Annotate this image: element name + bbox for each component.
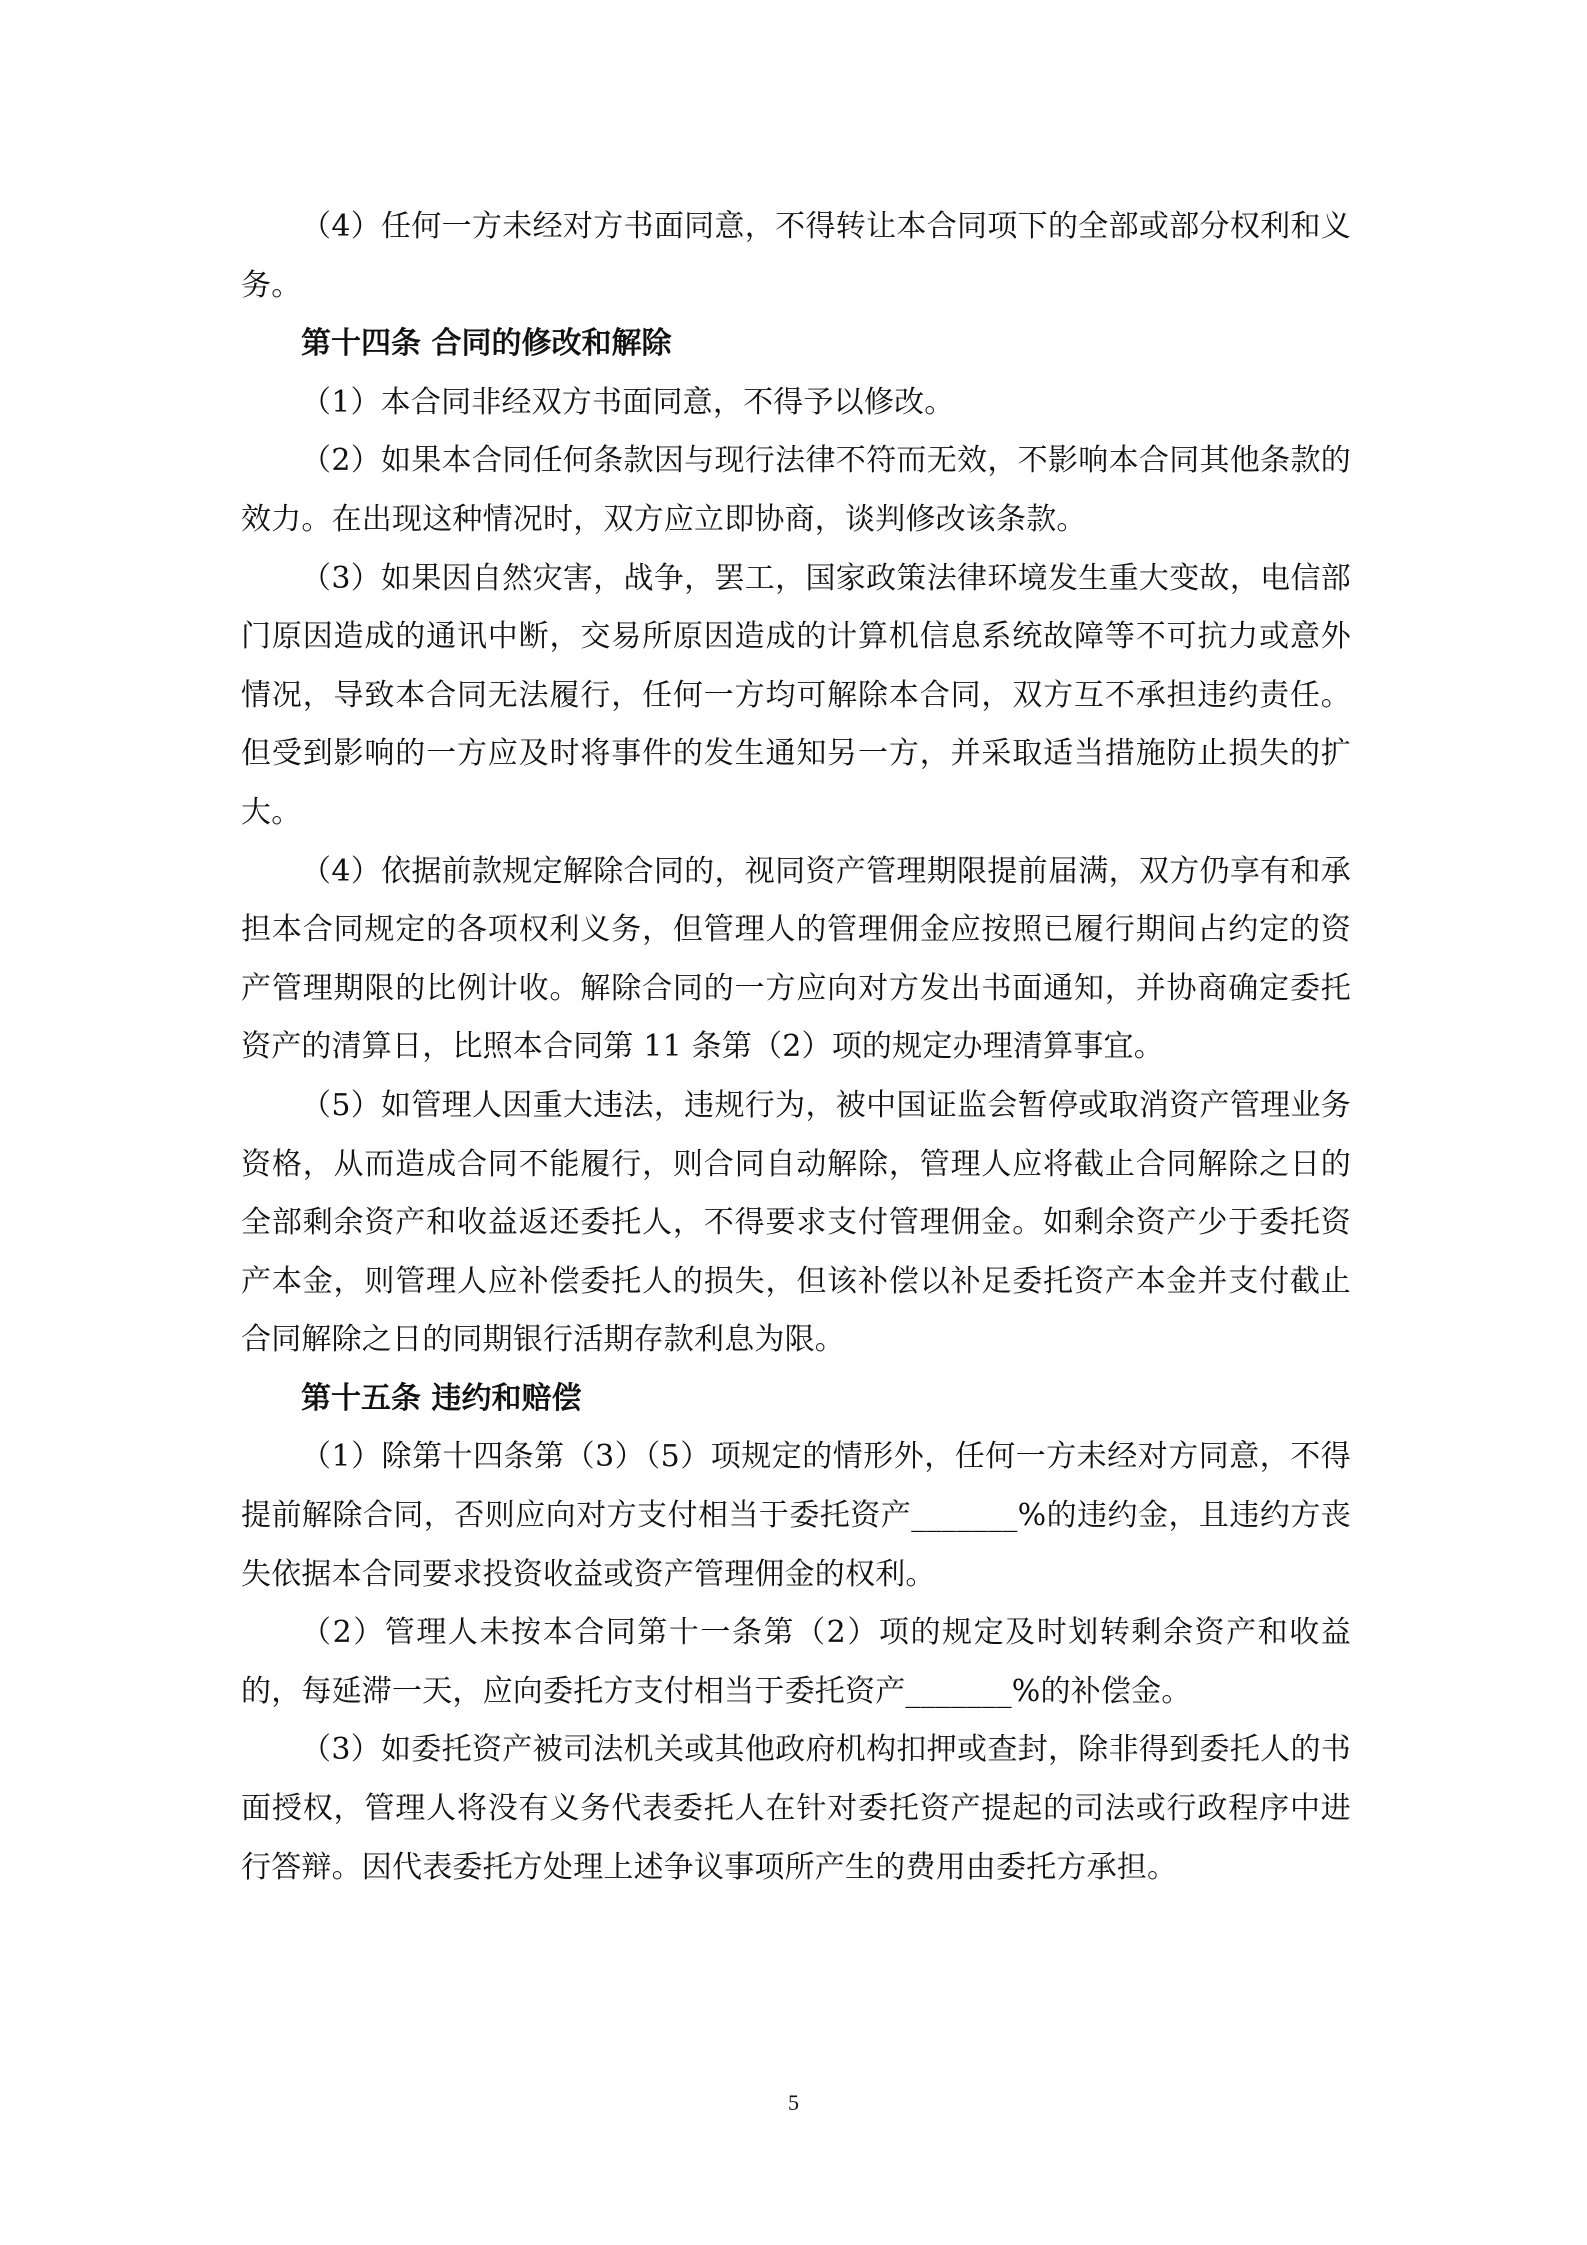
clause-14-item-4: （4）依据前款规定解除合同的，视同资产管理期限提前届满，双方仍享有和承担本合同规定的各项权利义务，但管理人的管理佣金应按照已履行期间占约定的资产管理期限的比例计收。解除合同的一方应向对方发出书面通知，并协商确定委托资产的清算日，比照本合同第 11 条第（2）项的规定办理清算事宜。 [241, 853, 1351, 1065]
article-14-heading: 第十四条 合同的修改和解除 [301, 326, 672, 362]
clause-15-item-1: （1）除第十四条第（3）（5）项规定的情形外，任何一方未经对方同意，不得提前解除合同，否则应向对方支付相当于委托资产_______%的违约金，且违约方丧失依据本合同要求投资收益或资产管理佣金的权利。 [241, 1439, 1351, 1592]
clause-14-item-2: （2）如果本合同任何条款因与现行法律不符而无效，不影响本合同其他条款的效力。在出现这种情况时，双方应立即协商，谈判修改该条款。 [241, 443, 1351, 537]
clause-13-item-4: （4）任何一方未经对方书面同意，不得转让本合同项下的全部或部分权利和义务。 [241, 209, 1351, 303]
clause-14-item-1: （1）本合同非经双方书面同意，不得予以修改。 [301, 384, 955, 420]
clause-15-item-3: （3）如委托资产被司法机关或其他政府机构扣押或查封，除非得到委托人的书面授权，管理人将没有义务代表委托人在针对委托资产提起的司法或行政程序中进行答辩。因代表委托方处理上述争议事项所产生的费用由委托方承担。 [241, 1732, 1351, 1885]
clause-15-item-2: （2）管理人未按本合同第十一条第（2）项的规定及时划转剩余资产和收益的，每延滞一天，应向委托方支付相当于委托资产_______%的补偿金。 [241, 1615, 1351, 1709]
clause-14-item-3: （3）如果因自然灾害，战争，罢工，国家政策法律环境发生重大变故，电信部门原因造成的通讯中断，交易所原因造成的计算机信息系统故障等不可抗力或意外情况，导致本合同无法履行，任何一方均可解除本合同，双方互不承担违约责任。但受到影响的一方应及时将事件的发生通知另一方，并采取适当措施防止损失的扩大。 [241, 560, 1351, 830]
page-number: 5 [788, 2090, 799, 2115]
article-15-heading: 第十五条 违约和赔偿 [301, 1380, 582, 1416]
contract-body [241, 198, 1351, 1897]
clause-14-item-5: （5）如管理人因重大违法，违规行为，被中国证监会暂停或取消资产管理业务资格，从而造成合同不能履行，则合同自动解除，管理人应将截止合同解除之日的全部剩余资产和收益返还委托人，不得要求支付管理佣金。如剩余资产少于委托资产本金，则管理人应补偿委托人的损失，但该补偿以补足委托资产本金并支付截止合同解除之日的同期银行活期存款利息为限。 [241, 1087, 1351, 1358]
